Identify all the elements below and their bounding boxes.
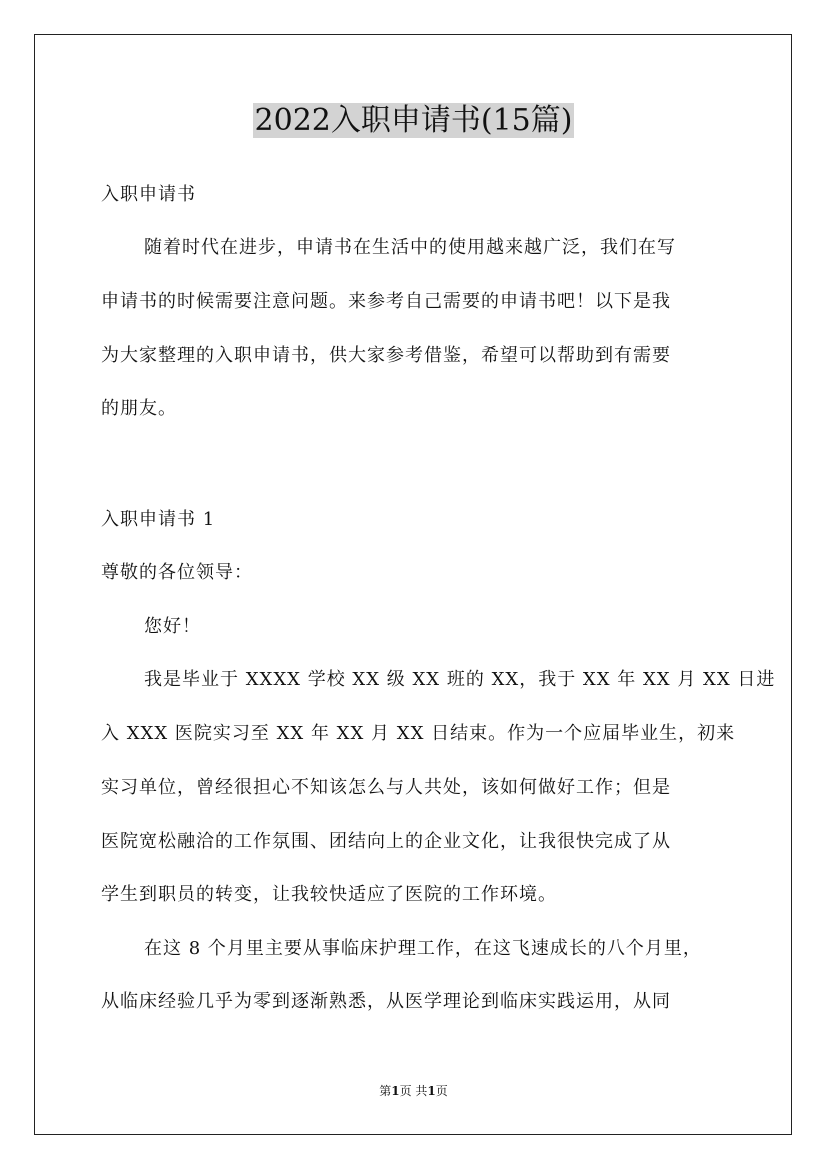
- paragraph-line: 的朋友。: [101, 398, 177, 419]
- greeting: 您好！: [144, 616, 201, 637]
- footer-prefix: 第: [379, 1084, 392, 1098]
- paragraph-line: 学生到职员的转变，让我较快适应了医院的工作环境。: [101, 884, 557, 905]
- footer-page-total: 1: [427, 1084, 436, 1098]
- paragraph-line: 实习单位，曾经很担心不知该怎么与人共处，该如何做好工作；但是: [101, 777, 671, 798]
- paragraph-line: 入 XXX 医院实习至 XX 年 XX 月 XX 日结束。作为一个应届毕业生，初来: [101, 723, 736, 744]
- section-heading: 入职申请书 1: [101, 509, 216, 530]
- page-footer: [0, 1083, 827, 1099]
- document-title-text: 2022入职申请书(15篇): [254, 103, 573, 138]
- footer-page-current: 1: [391, 1084, 400, 1098]
- paragraph-line: 为大家整理的入职申请书，供大家参考借鉴，希望可以帮助到有需要: [101, 345, 671, 366]
- paragraph-line: 在这 8 个月里主要从事临床护理工作，在这飞速成长的八个月里，: [144, 938, 702, 959]
- paragraph-line: 随着时代在进步，申请书在生活中的使用越来越广泛，我们在写: [144, 237, 676, 258]
- paragraph-line: 从临床经验几乎为零到逐渐熟悉，从医学理论到临床实践运用，从同: [101, 991, 671, 1012]
- section-heading: 入职申请书: [101, 184, 196, 205]
- paragraph-line: 申请书的时候需要注意问题。来参考自己需要的申请书吧！以下是我: [101, 291, 671, 312]
- footer-mid: 页 共: [399, 1084, 428, 1098]
- salutation: 尊敬的各位领导：: [101, 562, 253, 583]
- document-title: [0, 98, 827, 144]
- paragraph-line: 医院宽松融洽的工作氛围、团结向上的企业文化，让我很快完成了从: [101, 831, 671, 852]
- paragraph-line: 我是毕业于 XXXX 学校 XX 级 XX 班的 XX，我于 XX 年 XX 月 XX 日进: [144, 669, 776, 690]
- footer-suffix: 页: [435, 1084, 448, 1098]
